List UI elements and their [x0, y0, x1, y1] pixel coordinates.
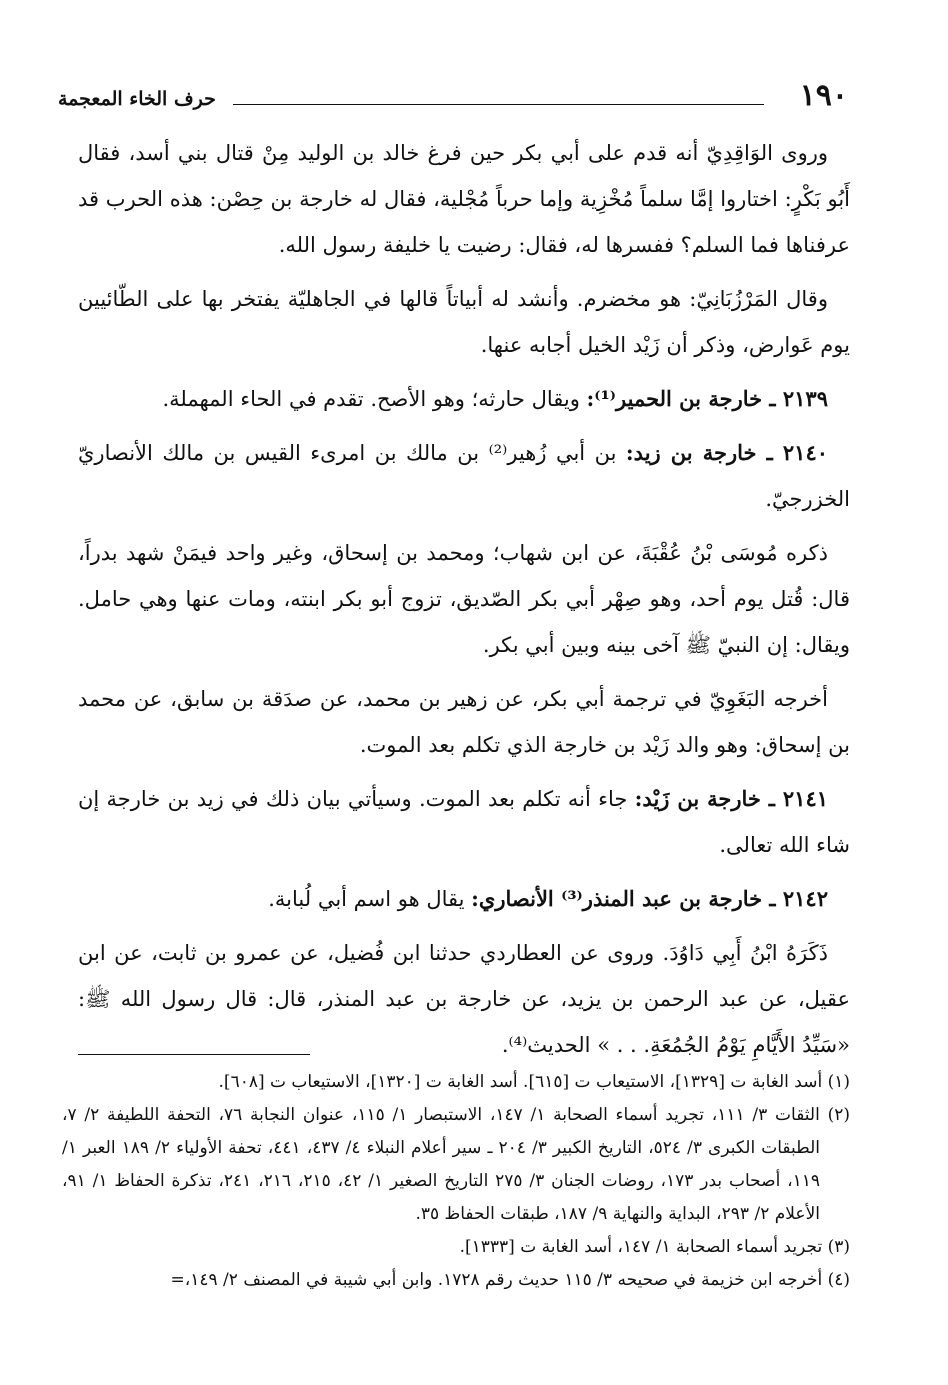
entry-2142: ٢١٤٢ ـ خارجة بن عبد المنذر⁽³⁾ الأنصاري: يقال هو اسم أبي لُبابة.	[268, 886, 828, 911]
footnote-4: (٤) أخرجه ابن خزيمة في صحيحه ٣/ ١١٥ حديث رقم ١٧٢٨. وابن أبي شيبة في المصنف ٢/ ١٤٩،=	[170, 1270, 850, 1290]
paragraph: أخرجه البَغَوِيّ في ترجمة أبي بكر، عن زهير بن محمد، عن صدَقة بن سابق، عن محمد بن إسحاق: وهو والد زَيْد بن خارجة الذي تكلم بعد الموت.	[78, 687, 850, 757]
paragraph: وروى الوَاقِدِيّ أنه قدم على أبي بكر حين فرغ خالد بن الوليد مِنْ قتال بني أسد، فقال أَبُو بَكْرٍ: اختاروا إمَّا سلماً مُخْزِية وإما حرباً مُجْلية، فقال له خارجة بن حِصْن: هذه الحرب قد عرفناها فما السلم؟ ففسرها له، فقال: رضيت يا خليفة رسول الله.	[78, 141, 850, 257]
paragraph: ذَكَرَهُ ابْنُ أَبِي دَاوُدَ. وروى عن العطاردي حدثنا ابن فُضيل، عن عمرو بن ثابت، عن ابن عقيل، عن عبد الرحمن بن يزيد، عن خارجة بن عبد المنذر، قال: قال رسول الله ﷺ: «سَيِّدُ الأَيَّامِ يَوْمُ الجُمُعَةِ. . . » الحديث⁽⁴⁾.	[78, 941, 850, 1057]
entry-heading: ٢١٣٩ ـ خارجة بن الحمير⁽¹⁾:	[586, 386, 828, 411]
footnotes	[62, 1066, 850, 1297]
footnote-separator	[78, 1054, 310, 1055]
paragraph: ذكره مُوسَى بْنُ عُقْبَةَ، عن ابن شهاب؛ ومحمد بن إسحاق، وغير واحد فيمَنْ شهد بدراً، قال: قُتل يوم أحد، وهو صِهْر أبي بكر الصّديق، تزوج أبو بكر ابنته، ومات عنها وهي حامل. ويقال: إن النبيّ ﷺ آخى بينه وبين أبي بكر.	[78, 541, 850, 657]
footnote-3: (٣) تجريد أسماء الصحابة ١/ ١٤٧، أسد الغابة ت [١٣٣٣].	[459, 1237, 850, 1257]
footnote-1: (١) أسد الغابة ت [١٣٢٩]، الاستيعاب ت [٦١٥]. أسد الغابة ت [١٣٢٠]، الاستيعاب ت [٦٠٨].	[218, 1072, 850, 1092]
entry-2141: ٢١٤١ ـ خارجة بن زَيْد: جاء أنه تكلم بعد الموت. وسيأتي بيان ذلك في زيد بن خارجة إن شاء الله تعالى.	[78, 786, 850, 857]
paragraph: وقال المَرْزُبَانِيّ: هو مخضرم. وأنشد له أبياتاً قالها في الجاهليّة يفتخر بها على الطّائيين يوم عَوارض، وذكر أن زَيْد الخيل أجابه عنها.	[78, 287, 850, 357]
page-header	[58, 70, 848, 113]
entry-heading: ٢١٤١ ـ خارجة بن زَيْد:	[634, 786, 829, 811]
entry-2139: ٢١٣٩ ـ خارجة بن الحمير⁽¹⁾: ويقال حارثه؛ وهو الأصح. تقدم في الحاء المهملة.	[162, 386, 828, 411]
entry-heading: ٢١٤٠ ـ خارجة بن زيد:	[625, 440, 829, 465]
main-text	[78, 130, 850, 1076]
footnote-2: (٢) الثقات ٣/ ١١١، تجريد أسماء الصحابة ١/ ١٤٧، الاستبصار ١/ ١١٥، عنوان النجابة ٧٦، التحفة اللطيفة ٢/ ٧، الطبقات الكبرى ٣/ ٥٢٤، التاريخ الكبير ٣/ ٢٠٤ ـ سير أعلام النبلاء ٤/ ٤٣٧، ٤٤١، تحفة الأولياء ٢/ ١٨٩ العبر ١/ ١١٩، أصحاب بدر ١٧٣، روضات الجنان ٣/ ٢٧٥ التاريخ الصغير ١/ ٤٢، ٢١٥، ٢١٦، ٢٤١، تذكرة الحفاظ ١/ ٩١، الأعلام ٢/ ٢٩٣، البداية والنهاية ٩/ ١٨٧، طبقات الحفاظ ٣٥.	[62, 1105, 850, 1224]
header-rule	[233, 104, 764, 105]
entry-2140: ٢١٤٠ ـ خارجة بن زيد: بن أبي زُهير⁽²⁾ بن مالك بن امرىء القيس بن مالك الأنصاريّ الخزرجيّ.	[78, 440, 850, 511]
page-number: ١٩٠	[799, 78, 848, 113]
running-title: حرف الخاء المعجمة	[58, 88, 216, 110]
entry-heading: ٢١٤٢ ـ خارجة بن عبد المنذر⁽³⁾ الأنصاري:	[471, 886, 828, 911]
